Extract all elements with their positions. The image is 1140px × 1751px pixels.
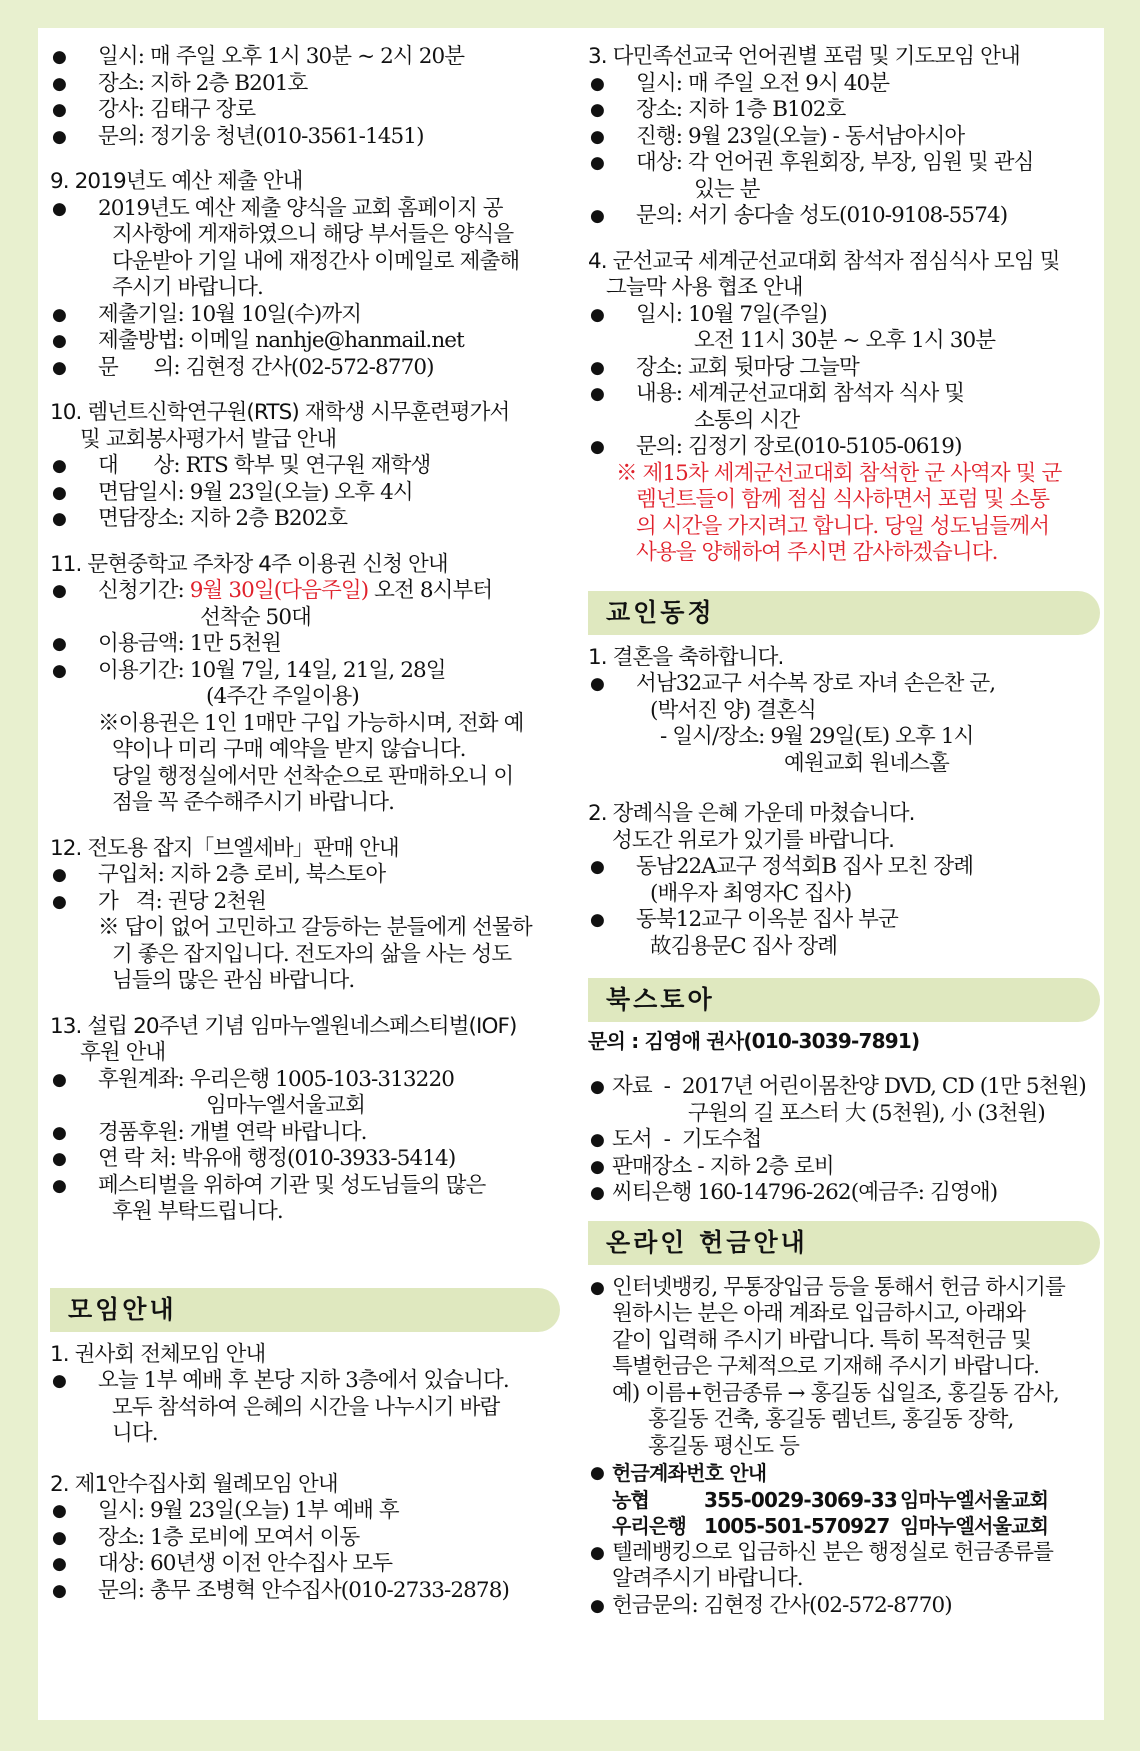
members-2 (588, 801, 1100, 960)
red-note-cont: 의 시간을 가지려고 합니다. 당일 성도님들께서 (636, 513, 1050, 539)
notice-10 (50, 400, 560, 533)
notice-title: 9. 2019년도 예산 제출 안내 (50, 169, 303, 194)
account-row (588, 1487, 1100, 1514)
list-item-cont: 지사항에 게재하였으니 해당 부서들은 양식을 (112, 222, 514, 247)
notice-title: 4. 군선교국 세계군선교대회 참석자 점심식사 모임 및 (588, 248, 1060, 274)
youth-class-info (50, 44, 560, 150)
list-item: ● 내용: 세계군선교대회 참석자 식사 및 (588, 381, 1100, 408)
meeting-1 (50, 1342, 560, 1448)
meeting-section-header: 모임안내 (50, 1288, 560, 1332)
list-item: ● 장소: 지하 2층 B201호 (50, 71, 560, 98)
list-item: ● 구입처: 지하 2층 로비, 북스토아 (50, 862, 560, 889)
list-item: ● 문의: 서기 송다솔 성도(010-9108-5574) (588, 203, 1100, 230)
list-item: ● 후원계좌: 우리은행 1005-103-313220 (50, 1067, 560, 1094)
list-item: ● 제출기일: 10월 10일(수)까지 (50, 302, 560, 329)
list-item: ● 문 의: 김현정 간사(02-572-8770) (50, 355, 560, 382)
list-item: ● 동남22A교구 정석회B 집사 모친 장례 (588, 854, 1100, 881)
list-item: ● 판매장소 - 지하 2층 로비 (588, 1154, 1100, 1181)
account-number: 1005-501-570927 (704, 1514, 890, 1538)
red-note-cont: 사용을 양해하여 주시면 감사하겠습니다. (636, 540, 998, 565)
notice-title: 12. 전도용 잡지「브엘세바」판매 안내 (50, 835, 399, 861)
notice-title: 1. 권사회 전체모임 안내 (50, 1341, 266, 1367)
online-offering-section-header: 온라인 헌금안내 (588, 1221, 1100, 1265)
note: ※ 답이 없어 고민하고 갈등하는 분들에게 선물하 (98, 915, 532, 940)
bookstore-section-header: 북스토아 (588, 978, 1100, 1022)
notice-title-cont: 성도간 위로가 있기를 바랍니다. (612, 827, 895, 853)
list-item: ● 연 락 처: 박유애 행정(010-3933-5414) (50, 1146, 560, 1173)
notice-title: 13. 설립 20주년 기념 임마누엘원네스페스티벌(IOF) (50, 1013, 517, 1039)
notice-3 (588, 44, 1100, 230)
notice-title-cont: 후원 안내 (80, 1040, 166, 1065)
list-item-cont: (박서진 양) 결혼식 (650, 697, 816, 723)
list-item: ● 일시: 9월 23일(오늘) 1부 예배 후 (50, 1498, 560, 1525)
list-item-cont: (배우자 최영자C 집사) (650, 880, 852, 906)
red-note: ※ 제15차 세계군선교대회 참석한 군 사역자 및 군 (616, 460, 1062, 486)
notice-title-cont: 그늘막 사용 협조 안내 (606, 275, 803, 300)
bookstore-contact: 문의 : 김영애 권사(010-3039-7891) (588, 1029, 920, 1053)
list-item: ● 자료 - 2017년 어린이몸찬양 DVD, CD (1만 5천원) (588, 1074, 1100, 1101)
text: 오전 8시부터 (368, 578, 493, 603)
list-item (50, 578, 560, 605)
notice-title: 10. 렘넌트신학연구원(RTS) 재학생 시무훈련평가서 (50, 400, 510, 425)
list-item: ● 대 상: RTS 학부 및 연구원 재학생 (50, 453, 560, 480)
list-item: ● 대상: 각 언어권 후원회장, 부장, 임원 및 관심 (588, 150, 1100, 177)
list-item: ● 서남32교구 서수복 장로 자녀 손은찬 군, (588, 671, 1100, 698)
list-item: ● 페스티벌을 위하여 기관 및 성도님들의 많은 (50, 1173, 560, 1200)
online-offering (588, 1275, 1100, 1620)
notice-title-cont: 및 교회봉사평가서 발급 안내 (80, 426, 337, 452)
note: ※이용권은 1인 1매만 구입 가능하시며, 전화 예 (98, 710, 524, 736)
left-column (50, 28, 560, 1604)
list-item-cont: 원하시는 분은 아래 계좌로 입금하시고, 아래와 (612, 1301, 1026, 1326)
example-line: 예) 이름+헌금종류 → 홍길동 십일조, 홍길동 감사, (612, 1380, 1059, 1406)
list-item: ● 면담장소: 지하 2층 B202호 (50, 506, 560, 533)
list-item-cont: 故김용문C 집사 장례 (650, 933, 838, 959)
list-item-cont: 다운받아 기일 내에 재정간사 이메일로 제출해 (112, 248, 520, 274)
list-item: ● 경품후원: 개별 연락 바랍니다. (50, 1120, 560, 1147)
list-item-cont: 같이 입력해 주시기 바랍니다. 특히 목적헌금 및 (612, 1327, 1032, 1353)
list-item-cont: 있는 분 (694, 176, 760, 202)
example-line-cont: 홍길동 평신도 등 (648, 1433, 799, 1459)
list-item: ● 면담일시: 9월 23일(오늘) 오후 4시 (50, 480, 560, 507)
list-item-cont: 알려주시기 바랍니다. (612, 1566, 803, 1591)
list-item: ● 씨티은행 160-14796-262(예금주: 김영애) (588, 1180, 1100, 1207)
highlight-date: 9월 30일(다음주일) (189, 578, 369, 603)
list-item: ● 강사: 김태구 장로 (50, 97, 560, 124)
notice-13 (50, 1014, 560, 1226)
meeting-2 (50, 1472, 560, 1605)
note-cont: 약이나 미리 구매 예약을 받지 않습니다. (112, 737, 466, 762)
note-cont: 님들의 많은 관심 바랍니다. (112, 968, 355, 993)
list-item: ● 장소: 1층 로비에 모여서 이동 (50, 1525, 560, 1552)
notice-title: 11. 문현중학교 주차장 4주 이용권 신청 안내 (50, 551, 448, 577)
notice-title: 2. 장례식을 은혜 가운데 마쳤습니다. (588, 801, 915, 826)
red-note-cont: 렘넌트들이 함께 점심 식사하면서 포럼 및 소통 (636, 487, 1050, 512)
list-item: ● 이용금액: 1만 5천원 (50, 631, 560, 658)
detail-line-cont: 예원교회 원네스홀 (784, 750, 949, 776)
note-cont: 당일 행정실에서만 선착순으로 판매하오니 이 (112, 763, 514, 789)
members-section-header: 교인동정 (588, 591, 1100, 635)
list-item: ● 문의: 김정기 장로(010-5105-0619) (588, 434, 1100, 461)
account-holder: 임마누엘서울교회 (900, 1514, 1049, 1538)
list-item-cont: 특별헌금은 구체적으로 기재해 주시기 바랍니다. (612, 1354, 1040, 1379)
notice-9 (50, 169, 560, 381)
notice-4 (588, 249, 1100, 567)
list-item-cont: 선착순 50대 (200, 604, 311, 630)
list-item: ● 가 격: 권당 2천원 (50, 889, 560, 916)
note-cont: 기 좋은 잡지입니다. 전도자의 삶을 사는 성도 (112, 941, 512, 967)
list-item: ● 문의: 총무 조병혁 안수집사(010-2733-2878) (50, 1578, 560, 1605)
list-item: ● 대상: 60년생 이전 안수집사 모두 (50, 1551, 560, 1578)
list-item: ● 헌금문의: 김현정 간사(02-572-8770) (588, 1593, 1100, 1620)
list-item: ● 문의: 정기웅 청년(010-3561-1451) (50, 124, 560, 151)
account-number: 355-0029-3069-33 (704, 1487, 898, 1512)
list-item: ● 이용기간: 10월 7일, 14일, 21일, 28일 (50, 658, 560, 685)
list-item-cont: 소통의 시간 (694, 407, 800, 433)
account-title: ● 헌금계좌번호 안내 (588, 1460, 1100, 1487)
list-item: ● 동북12교구 이옥분 집사 부군 (588, 907, 1100, 934)
bulletin-page (38, 28, 1104, 1720)
notice-title: 3. 다민족선교국 언어권별 포럼 및 기도모임 안내 (588, 44, 1020, 69)
label: 신청기간: (98, 578, 190, 603)
list-item-cont: 오전 11시 30분 ~ 오후 1시 30분 (694, 328, 996, 353)
list-item-cont: 구원의 길 포스터 大 (5천원), 小 (3천원) (688, 1100, 1045, 1126)
list-item-cont: 후원 부탁드립니다. (112, 1199, 283, 1224)
list-item: ● 일시: 10월 7일(주일) (588, 302, 1100, 329)
note-cont: 점을 꼭 준수해주시기 바랍니다. (112, 790, 395, 815)
list-item: ● 일시: 매 주일 오전 9시 40분 (588, 71, 1100, 98)
list-item-cont: (4주간 주일이용) (206, 684, 359, 709)
list-item-cont: 모두 참석하여 은혜의 시간을 나누시기 바랍 (112, 1394, 500, 1420)
members-1 (588, 645, 1100, 778)
list-item-cont: 니다. (112, 1421, 158, 1446)
bookstore-items (588, 1074, 1100, 1207)
list-item: ● 진행: 9월 23일(오늘) - 동서남아시아 (588, 124, 1100, 151)
list-item: ● 제출방법: 이메일 nanhje@hanmail.net (50, 328, 560, 355)
list-item-cont: 주시기 바랍니다. (112, 275, 263, 300)
notice-11 (50, 552, 560, 817)
list-item: ● 2019년도 예산 제출 양식을 교회 홈페이지 공 (50, 196, 560, 223)
notice-title: 2. 제1안수집사회 월례모임 안내 (50, 1471, 338, 1497)
list-item: ● 텔레뱅킹으로 입금하신 분은 행정실로 헌금종류를 (588, 1540, 1100, 1567)
account-row (588, 1513, 1100, 1540)
detail-line: - 일시/장소: 9월 29일(토) 오후 1시 (660, 724, 974, 749)
list-item: ● 도서 - 기도수첩 (588, 1127, 1100, 1154)
bank-name: 농협 (612, 1487, 650, 1512)
notice-12 (50, 836, 560, 995)
bank-name: 우리은행 (612, 1514, 687, 1538)
list-item: ● 오늘 1부 예배 후 본당 지하 3층에서 있습니다. (50, 1368, 560, 1395)
list-item: ● 장소: 지하 1층 B102호 (588, 97, 1100, 124)
notice-title: 1. 결혼을 축하합니다. (588, 644, 784, 670)
list-item-cont: 임마누엘서울교회 (206, 1093, 365, 1118)
account-holder: 임마누엘서울교회 (900, 1487, 1049, 1512)
right-column (588, 28, 1100, 1619)
list-item: ● 장소: 교회 뒷마당 그늘막 (588, 355, 1100, 382)
example-line-cont: 홍길동 건축, 홍길동 렘넌트, 홍길동 장학, (648, 1407, 1014, 1432)
list-item: ● 인터넷뱅킹, 무통장입금 등을 통해서 헌금 하시기를 (588, 1275, 1100, 1302)
list-item: ● 일시: 매 주일 오후 1시 30분 ~ 2시 20분 (50, 44, 560, 71)
